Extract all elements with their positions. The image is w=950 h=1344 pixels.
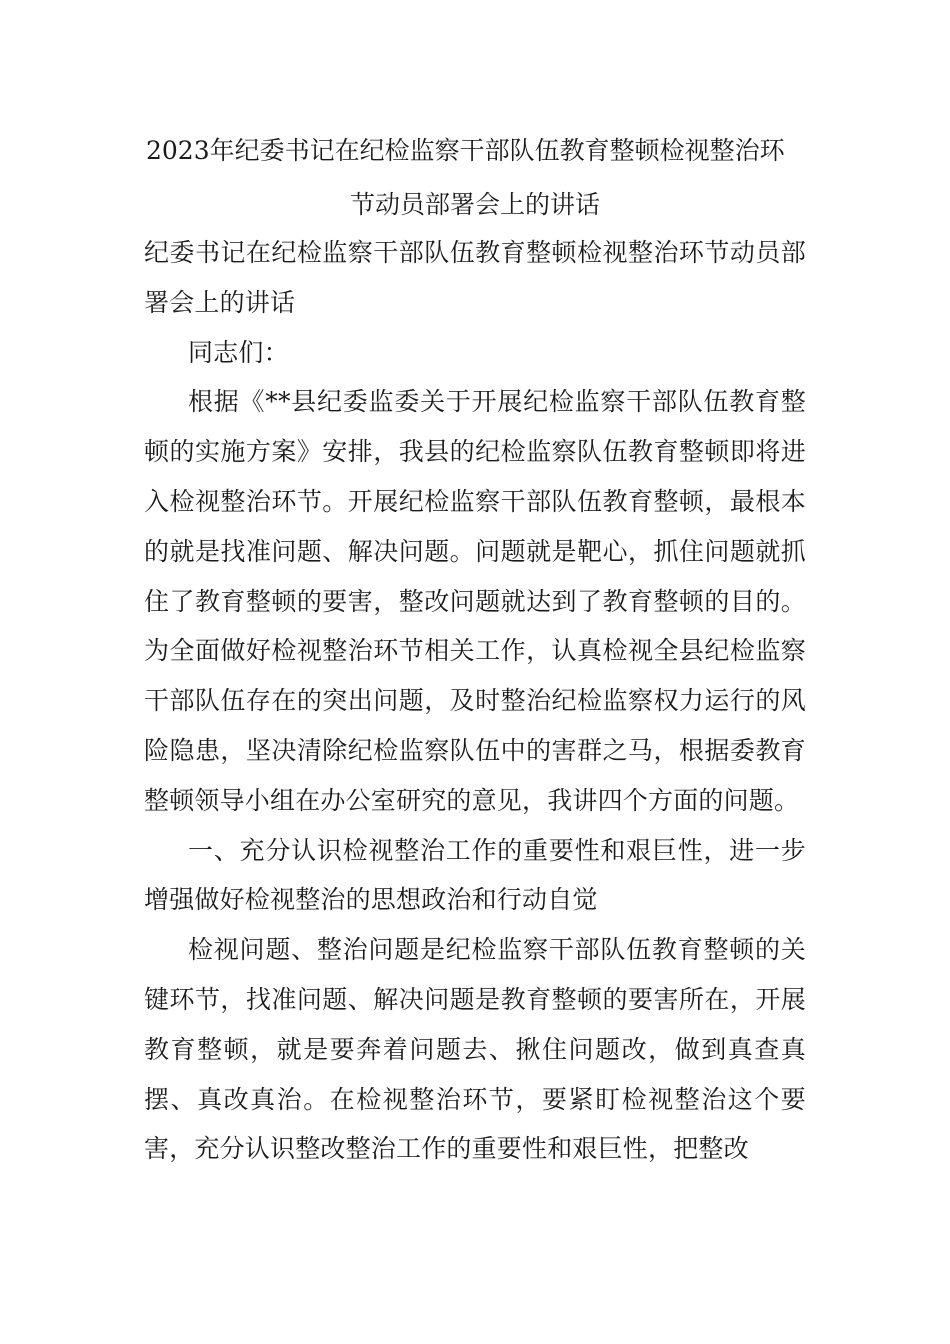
title-line-1: 2023年纪委书记在纪检监察干部队伍教育整顿检视整治环: [146, 136, 785, 165]
title-line-2: 节动员部署会上的讲话: [349, 190, 600, 219]
paragraph-intro: 根据《**县纪委监委关于开展纪检监察干部队伍教育整顿的实施方案》安排，我县的纪检监察队伍教育整顿即将进入检视整治环节。开展纪检监察干部队伍教育整顿，最根本的就是找准问题、解决问题。问题就是靶心，抓住问题就抓住了教育整顿的要害，整改问题就达到了教育整顿的目的。为全面做好检视整治环节相关工作，认真检视全县纪检监察干部队伍存在的突出问题，及时整治纪检监察权力运行的风险隐患，坚决清除纪检监察队伍中的害群之马，根据委教育整顿领导小组在办公室研究的意见，我讲四个方面的问题。: [144, 387, 806, 815]
document-title: [144, 124, 806, 232]
section-heading-1: 一、充分认识检视整治工作的重要性和艰巨性，进一步增强做好检视整治的思想政治和行动自觉: [144, 835, 806, 915]
document-body: [144, 228, 806, 1174]
salutation: 同志们：: [188, 337, 289, 367]
paragraph-section-1: 检视问题、整治问题是纪检监察干部队伍教育整顿的关键环节，找准问题、解决问题是教育整顿的要害所在，开展教育整顿，就是要奔着问题去、揪住问题改，做到真查真摆、真改真治。在检视整治环节，要紧盯检视整治这个要害，充分认识整改整治工作的重要性和艰巨性，把整改: [144, 935, 806, 1164]
subtitle-paragraph: 纪委书记在纪检监察干部队伍教育整顿检视整治环节动员部署会上的讲话: [144, 238, 806, 317]
